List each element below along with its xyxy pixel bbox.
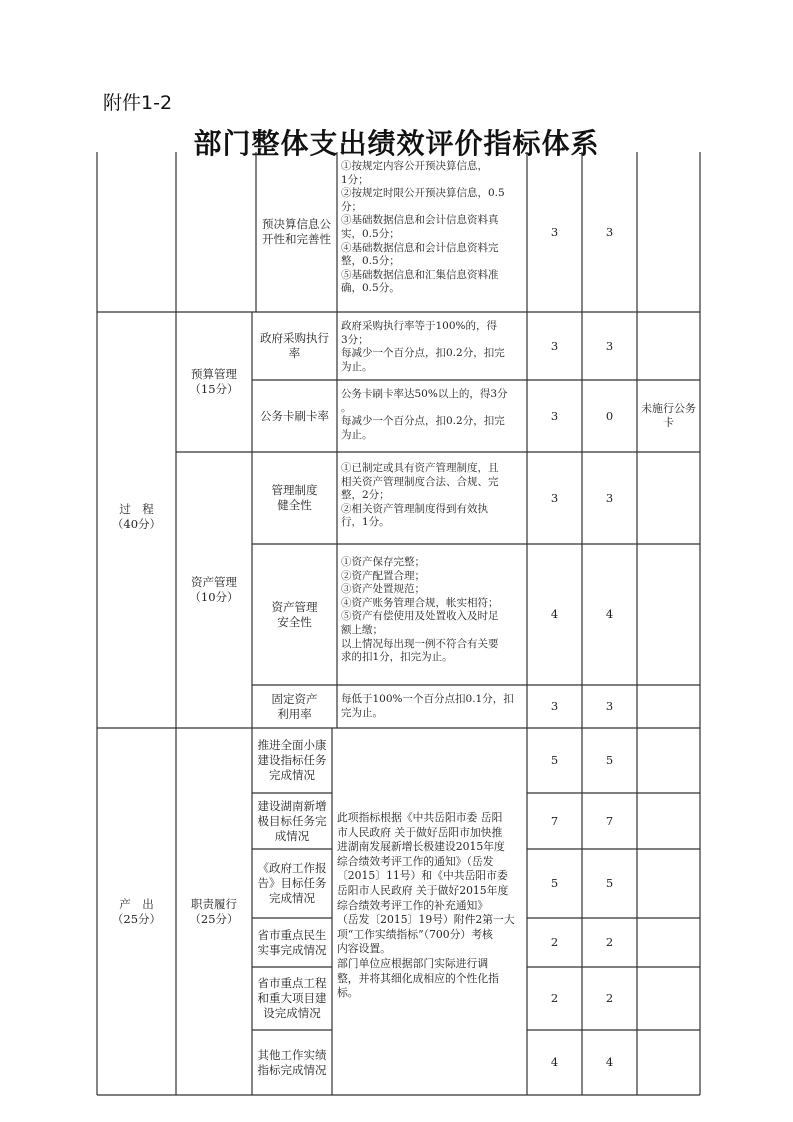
score-cell: 4: [605, 1055, 614, 1069]
weight-cell: 3: [550, 338, 559, 353]
weight-cell: 3: [550, 408, 559, 423]
weight-cell: 3: [550, 699, 559, 713]
criteria-cell: ①资产保存完整； ②资产配置合理； ③资产处置规范； ④资产账务管理合规，帐实相符； ⑤资产有偿使用及处置收入及时足 额上缴； 以上情况每出现一例不符合有关要 求的扣1分，扣完为止。: [341, 556, 499, 664]
level2-duty-performance: 职责履行 （25分）: [189, 896, 239, 926]
weight-cell: 4: [550, 1055, 559, 1069]
indicator-cell: 省市重点工程 和重大项目建 设完成情况: [257, 976, 327, 1020]
level1-output: 产 出 （25分）: [111, 896, 162, 926]
score-cell: 3: [605, 224, 614, 239]
level1-process: 过 程 （40分）: [111, 502, 162, 531]
level2-budget-management: 预算管理 （15分）: [189, 367, 239, 396]
score-cell: 4: [605, 607, 614, 621]
score-cell: 5: [605, 876, 614, 890]
criteria-cell: 公务卡刷卡率达50%以上的，得3分 。 每减少一个百分点，扣0.2分，扣完 为止。: [341, 388, 508, 441]
indicator-cell: 《政府工作报 告》目标任务 完成情况: [257, 861, 327, 905]
score-cell: 3: [605, 338, 614, 353]
weight-cell: 2: [550, 935, 559, 949]
indicator-cell: 其他工作实绩 指标完成情况: [257, 1047, 327, 1077]
score-cell: 3: [605, 699, 614, 713]
indicator-cell: 政府采购执行 率: [260, 331, 329, 360]
indicator-cell: 公务卡刷卡率: [260, 408, 329, 423]
weight-cell: 3: [550, 490, 559, 505]
weight-cell: 5: [550, 753, 559, 767]
score-cell: 5: [605, 753, 614, 767]
indicator-cell: 预决算信息公 开性和完善性: [262, 217, 331, 246]
criteria-cell: 每低于100%一个百分点扣0.1分，扣 完为止。: [341, 693, 514, 719]
score-cell: 2: [605, 991, 614, 1005]
criteria-cell: 政府采购执行率等于100%的，得 3分； 每减少一个百分点，扣0.2分，扣完 为止。: [341, 320, 505, 373]
indicator-cell: 建设湖南新增 极目标任务完 成情况: [257, 798, 327, 843]
indicator-cell: 管理制度 健全性: [271, 483, 318, 512]
indicator-cell: 资产管理 安全性: [271, 599, 318, 629]
indicator-cell: 固定资产 利用率: [271, 691, 318, 721]
page-title: 部门整体支出绩效评价指标体系: [193, 127, 600, 160]
weight-cell: 2: [550, 991, 559, 1005]
score-cell: 0: [605, 408, 614, 423]
criteria-cell: ①已制定或具有资产管理制度，且 相关资产管理制度合法、合规、完 整，2分； ②相关资产管理制度得到有效执 行，1分。: [341, 462, 499, 529]
weight-cell: 3: [550, 224, 559, 239]
note-cell: 未施行公务 卡: [641, 402, 696, 429]
indicator-cell: 省市重点民生 实事完成情况: [257, 927, 327, 957]
score-cell: 3: [605, 490, 614, 505]
weight-cell: 5: [550, 876, 559, 890]
weight-cell: 7: [550, 813, 559, 828]
attachment-label: 附件1-2: [103, 92, 173, 114]
score-cell: 7: [605, 813, 614, 828]
indicator-cell: 推进全面小康 建设指标任务 完成情况: [257, 738, 327, 782]
weight-cell: 4: [550, 607, 559, 621]
merged-criteria-cell: 此项指标根据《中共岳阳市委 岳阳 市人民政府 关于做好岳阳市加快推 进湖南发展新增长极建设2015年度 综合绩效考评工作的通知》（岳发 〔2015〕11号）和《中共岳阳市委 岳阳市人民政府 关于做好2015年度 综合绩效考评工作的补充通知》 （岳发〔2015〕19号）附件2第一大 项“工作实绩指标”（700分）考核 内容设置。 部门单位应根据部门实际进行调 整，并将其细化成相应的个性化指 标。: [337, 811, 515, 1000]
criteria-cell: ①按规定内容公开预决算信息， 1分； ②按规定时限公开预决算信息，0.5 分； ③基础数据信息和会计信息资料真 实，0.5分； ④基础数据信息和会计信息资料完 整，0.5分； ⑤基础数据信息和汇集信息资料准 确，0.5分。: [341, 160, 505, 295]
level2-asset-management: 资产管理 （10分）: [189, 575, 239, 604]
score-cell: 2: [605, 935, 614, 949]
